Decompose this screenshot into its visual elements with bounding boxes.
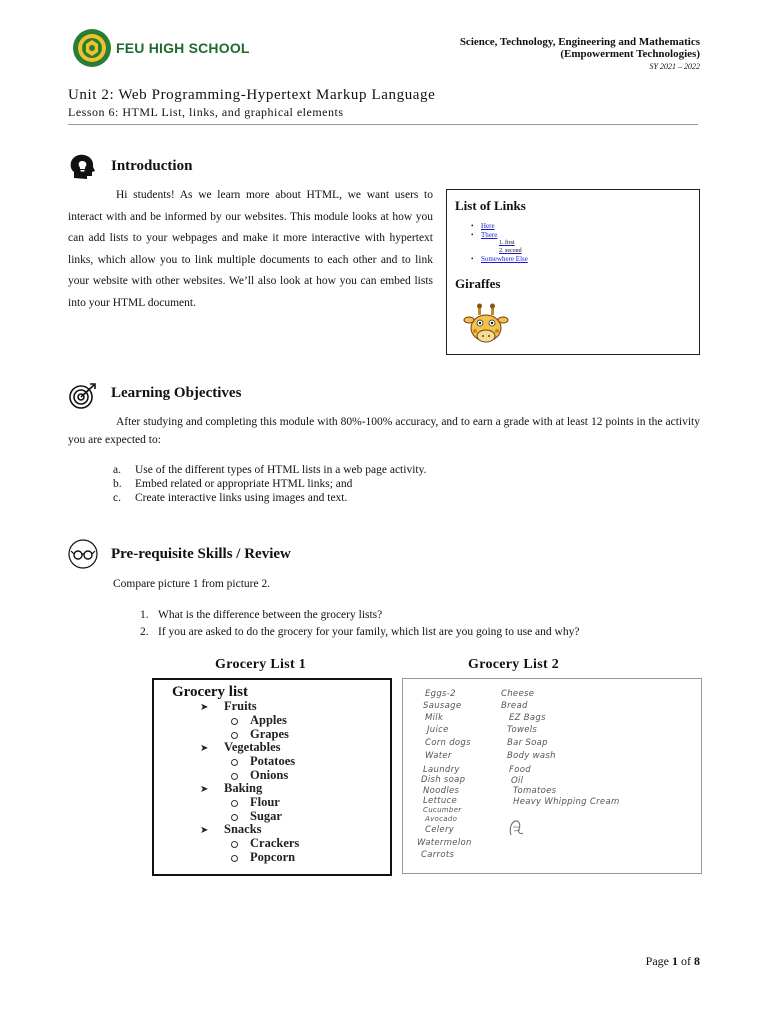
- prereq-intro: Compare picture 1 from picture 2.: [113, 578, 271, 590]
- unit-title: Unit 2: Web Programming-Hypertext Markup Language: [68, 87, 436, 103]
- objective-item: Create interactive links using images and text.: [135, 492, 348, 504]
- circle-bullet-icon: [231, 773, 238, 780]
- grocery-list-1-caption: Grocery List 1: [215, 657, 307, 672]
- page-number: 1: [672, 954, 678, 968]
- circle-bullet-icon: [231, 759, 238, 766]
- question-marker: 1.: [140, 609, 149, 621]
- circle-bullet-icon: [231, 718, 238, 725]
- strand-label: Science, Technology, Engineering and Mathematics: [459, 36, 700, 48]
- circle-bullet-icon: [231, 732, 238, 739]
- subject-label: (Empowerment Technologies): [560, 48, 700, 60]
- handwritten-item: Bread: [501, 701, 528, 711]
- page-total: 8: [694, 954, 700, 968]
- lesson-title: Lesson 6: HTML List, links, and graphical elements: [68, 105, 344, 119]
- handwritten-item: Dish soap: [421, 775, 466, 785]
- handwritten-item: Cheese: [501, 689, 535, 699]
- grocery-item: Onions: [250, 768, 289, 782]
- introduction-paragraph: Hi students! As we learn more about HTML, we want users to interact with and be informed by our websites. This module looks at how you can add lists to your webpages and make it more interactive with hypertext links, which allow you to link multiple documents to each other and to link your website with other websites. We’ll also look at how you can embed lists into your HTML document.: [68, 189, 433, 309]
- grocery-list-1-title: Grocery list: [172, 684, 248, 700]
- handwritten-item: EZ Bags: [509, 713, 546, 723]
- sample-link-there-label[interactable]: There: [481, 230, 498, 239]
- objective-item: Embed related or appropriate HTML links; and: [135, 478, 353, 490]
- prereq-heading: Pre-requisite Skills / Review: [111, 546, 291, 562]
- arrow-bullet-icon: ➤: [200, 702, 209, 713]
- school-year: SY 2021 – 2022: [649, 62, 700, 71]
- page-of-label: of: [681, 954, 691, 968]
- handwritten-item: Body wash: [507, 751, 556, 761]
- grocery-list-1-image: [152, 678, 392, 876]
- circle-bullet-icon: [231, 814, 238, 821]
- sample-sublist-item: 2. second: [499, 248, 522, 254]
- handwritten-item: Bar Soap: [507, 738, 548, 748]
- sample-link-there[interactable]: [471, 231, 528, 256]
- circle-bullet-icon: [231, 841, 238, 848]
- sample-sublist-item: 1. first: [499, 240, 515, 246]
- grocery-item: Popcorn: [250, 850, 296, 864]
- question-item: If you are asked to do the grocery for your family, which list are you going to use and why?: [158, 626, 580, 638]
- grocery-category: Snacks: [224, 822, 262, 836]
- grocery-item: Apples: [250, 713, 287, 727]
- question-item: What is the difference between the grocery lists?: [158, 609, 383, 621]
- grocery-category: Vegetables: [224, 740, 281, 754]
- grocery-item: Grapes: [250, 727, 289, 741]
- page-indicator: [646, 954, 700, 969]
- handwritten-item: Tomatoes: [513, 786, 557, 796]
- handwritten-item: Noodles: [423, 786, 460, 796]
- objective-marker: c.: [113, 492, 121, 504]
- giraffe-image: [463, 298, 509, 344]
- html-output-sample: [446, 189, 700, 355]
- handwritten-item: Carrots: [421, 850, 455, 860]
- handwritten-item: Sausage: [423, 701, 462, 711]
- sample-link-list: [471, 222, 528, 264]
- handwritten-item: Heavy Whipping Cream: [513, 797, 620, 807]
- question-marker: 2.: [140, 626, 149, 638]
- grocery-category: Fruits: [224, 699, 257, 713]
- header-divider: [68, 124, 698, 125]
- handwritten-item: Juice: [427, 725, 449, 735]
- handwritten-item: Avocado: [425, 815, 458, 823]
- objectives-heading: Learning Objectives: [111, 385, 242, 401]
- objective-marker: b.: [113, 478, 122, 490]
- arrow-bullet-icon: ➤: [200, 825, 209, 836]
- handwritten-item: Eggs-2: [425, 689, 456, 699]
- arrow-bullet-icon: ➤: [200, 743, 209, 754]
- handwritten-item: Oil: [511, 776, 524, 786]
- grocery-category: Baking: [224, 781, 263, 795]
- handwritten-item: Milk: [425, 713, 444, 723]
- handwritten-item: Corn dogs: [425, 738, 471, 748]
- sample-link-somewhere-else[interactable]: • Somewhere Else: [471, 255, 528, 264]
- page-label: Page: [645, 954, 669, 968]
- introduction-heading: Introduction: [111, 158, 193, 174]
- objective-marker: a.: [113, 464, 121, 476]
- grocery-item: Flour: [250, 795, 280, 809]
- handwritten-item: Laundry: [423, 765, 460, 775]
- school-logo: [72, 28, 112, 68]
- handwritten-item: Watermelon: [417, 838, 472, 848]
- circle-bullet-icon: [231, 855, 238, 862]
- grocery-list-2-image: [402, 678, 702, 874]
- handwritten-item: Lettuce: [423, 796, 458, 806]
- grocery-item: Potatoes: [250, 754, 296, 768]
- target-icon: [68, 381, 98, 411]
- grocery-item: Sugar: [250, 809, 282, 823]
- grocery-list-2-caption: Grocery List 2: [468, 657, 560, 672]
- sample-link-here[interactable]: • Here: [471, 222, 528, 231]
- arrow-bullet-icon: ➤: [200, 784, 209, 795]
- grocery-item: Crackers: [250, 836, 300, 850]
- sample-heading-links: List of Links: [455, 198, 526, 213]
- handwritten-item: Food: [509, 765, 531, 775]
- objectives-intro: After studying and completing this module with 80%-100% accuracy, and to earn a grade with at least 12 points in the activity you are expected to:: [68, 416, 700, 446]
- eyeglasses-icon: [68, 539, 98, 569]
- sample-sublist: [481, 239, 528, 255]
- handwritten-item: Water: [425, 751, 452, 761]
- handwritten-item: Celery: [425, 825, 455, 835]
- hand-drawing-icon: [507, 817, 527, 839]
- sample-heading-giraffes: Giraffes: [455, 276, 501, 291]
- circle-bullet-icon: [231, 800, 238, 807]
- handwritten-item: Cucumber: [423, 806, 462, 814]
- school-name: FEU HIGH SCHOOL: [116, 40, 250, 56]
- objective-item: Use of the different types of HTML lists in a web page activity.: [135, 464, 427, 476]
- handwritten-item: Towels: [507, 725, 538, 735]
- head-lightbulb-icon: [68, 152, 98, 182]
